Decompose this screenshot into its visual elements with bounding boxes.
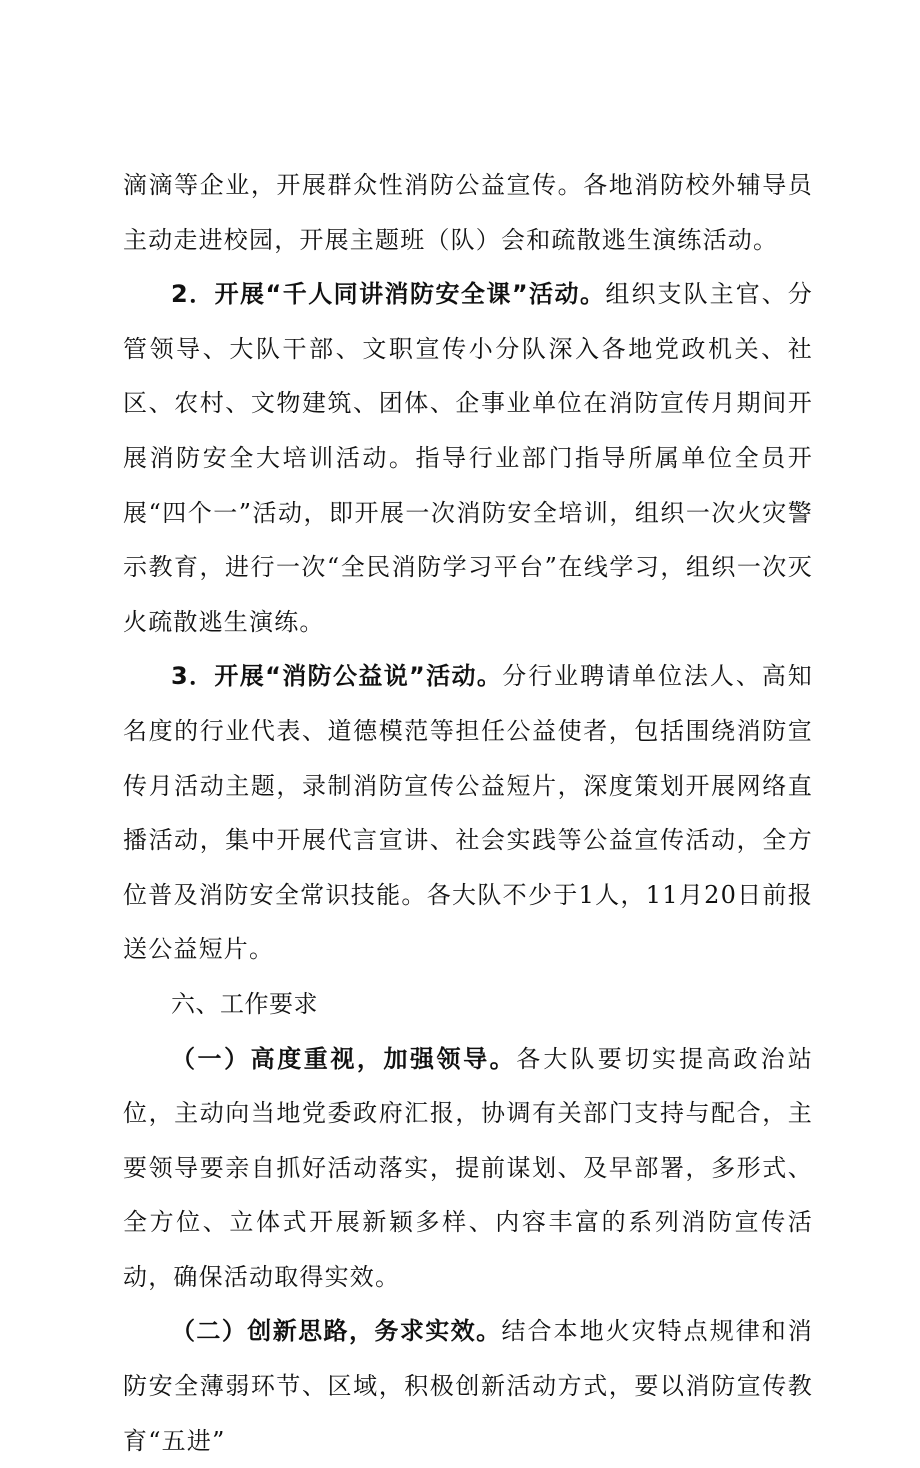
item-3-lead: 3．开展“消防公益说”活动。: [171, 662, 503, 691]
paragraph-requirement-1: [123, 1032, 813, 1305]
paragraph-item-3: [123, 649, 813, 977]
item-2-lead: 2．开展“千人同讲消防安全课”活动。: [171, 280, 606, 309]
paragraph-item-2: [123, 267, 813, 649]
section-heading: 六、工作要求: [171, 989, 318, 1018]
requirement-2-text: 结合本地火灾特点规律和消防安全薄弱环节、区域，积极创新活动方式，要以消防宣传教育“五进”: [123, 1317, 813, 1455]
item-2-text: 组织支队主官、分管领导、大队干部、文职宣传小分队深入各地党政机关、社区、农村、文物建筑、团体、企事业单位在消防宣传月期间开展消防安全大培训活动。指导行业部门指导所属单位全员开展“四个一”活动，即开展一次消防安全培训，组织一次火灾警示教育，进行一次“全民消防学习平台”在线学习，组织一次灭火疏散逃生演练。: [123, 280, 813, 636]
document-body: [123, 158, 813, 1468]
requirement-1-lead: （一）高度重视，加强领导。: [171, 1044, 517, 1073]
paragraph-continuation: [123, 158, 813, 267]
paragraph-requirement-2: [123, 1304, 813, 1468]
requirement-2-lead: （二）创新思路，务求实效。: [171, 1317, 502, 1346]
item-3-text: 分行业聘请单位法人、高知名度的行业代表、道德模范等担任公益使者，包括围绕消防宣传月活动主题，录制消防宣传公益短片，深度策划开展网络直播活动，集中开展代言宣讲、社会实践等公益宣传活动，全方位普及消防安全常识技能。各大队不少于1人，11月20日前报送公益短片。: [123, 662, 813, 964]
paragraph-text: 滴滴等企业，开展群众性消防公益宣传。各地消防校外辅导员主动走进校园，开展主题班（队）会和疏散逃生演练活动。: [123, 171, 813, 254]
requirement-1-text: 各大队要切实提高政治站位，主动向当地党委政府汇报，协调有关部门支持与配合，主要领导要亲自抓好活动落实，提前谋划、及早部署，多形式、全方位、立体式开展新颖多样、内容丰富的系列消防宣传活动，确保活动取得实效。: [123, 1044, 813, 1291]
